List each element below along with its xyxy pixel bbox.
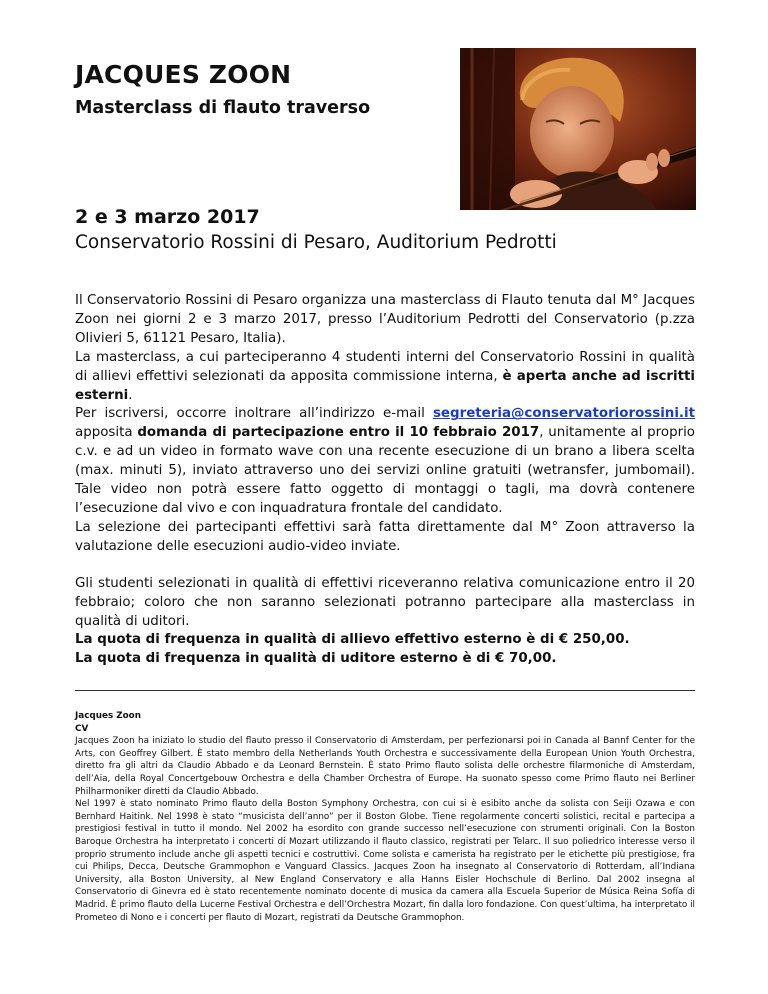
photo-flutist-icon (460, 48, 696, 210)
intro-p3-deadline: domanda di partecipazione entro il 10 febbraio 2017 (137, 425, 540, 441)
photo-illustration (460, 48, 696, 210)
page-subtitle: Masterclass di flauto traverso (75, 98, 371, 118)
section-divider (75, 690, 695, 691)
intro-p2-end: . (128, 387, 133, 403)
event-dates: 2 e 3 marzo 2017 (75, 206, 260, 228)
intro-p3-text-a: Per iscriversi, occorre inoltrare all’indirizzo e-mail (75, 406, 433, 422)
paragraph-gap (75, 557, 695, 575)
intro-p2-text: La masterclass, a cui parteciperanno 4 studenti interni del Conservatorio Rossini in qualità di allievi effettivi selezionati da apposita commissione interna, (75, 349, 695, 384)
cv-name: Jacques Zoon (75, 711, 141, 721)
intro-paragraph-3 (75, 405, 695, 518)
intro-paragraph-2 (75, 349, 695, 406)
cv-paragraph-1: Jacques Zoon ha iniziato lo studio del flauto presso il Conservatorio di Amsterdam, per perfezionarsi poi in Canada al Bannf Center for the Arts, con Geoffrey Gilbert. È stato membro della Netherlands Youth Orchestra e successivamente della European Union Youth Orchestra, diretto fra gli altri da Claudio Abbado e da Leonard Bernstein. È stato Primo flauto solista delle orchestre filarmoniche di Amsterdam, dell’Aia, della Royal Concertgebouw Orchestra e della Chamber Orchestra of Europe. Ha suonato spesso come Primo flauto nei Berliner Philharmoniker diretti da Claudio Abbado. (75, 736, 695, 797)
intro-p3-text-b: apposita (75, 425, 138, 441)
cv-section (75, 710, 695, 924)
cv-paragraph-2: Nel 1997 è stato nominato Primo flauto della Boston Symphony Orchestra, con cui si è esibito anche da solista con Seiji Ozawa e con Bernhard Haitink. Nel 1998 è stato “musicista dell’anno” per il Boston Globe. Tiene regolarmente concerti solistici, recital e partecipa a prestigiosi festival in tutto il mondo. Nel 2002 ha esordito con grande successo nell’esecuzione con strumenti originali. Con la Boston Baroque Orchestra ha interpretato i concerti di Mozart utilizzando il flauto classico, registrati per Telarc. Il suo poliedrico interesse verso il proprio strumento include anche gli aspetti tecnici e costruttivi. Come solista e camerista ha registrato per le etichette più prestigiose, fra cui Philips, Decca, Deutsche Grammophon e Vanguard Classics. Jacques Zoon ha insegnato al Conservatorio di Rotterdam, all’Indiana University, alla Boston University, al New England Conservatory e alla Hanns Eisler Hochschule di Berlino. Dal 2002 insegna al Conservatorio di Ginevra ed è stato recentemente nominato docente di musica da camera alla Escuela Superior de Música Reina Sofía di Madrid. È primo flauto della Lucerne Festival Orchestra e dell’Orchestra Mozart, fin dalla loro fondazione. Con quest’ultima, ha interpretato il Prometeo di Nono e i concerti per flauto di Mozart, registrati da Deutsche Grammophon. (75, 799, 695, 923)
event-venue: Conservatorio Rossini di Pesaro, Auditorium Pedrotti (75, 232, 557, 253)
intro-p2-bold: è aperta anche ad iscritti esterni (75, 368, 695, 403)
fee-effective: La quota di frequenza in qualità di allievo effettivo esterno è di € 250,00. (75, 632, 630, 648)
intro-paragraph-1: Il Conservatorio Rossini di Pesaro organizza una masterclass di Flauto tenuta dal M° Jacques Zoon nei giorni 2 e 3 marzo 2017, presso l’Auditorium Pedrotti del Conservatorio (p.zza Olivieri 5, 61121 Pesaro, Italia). (75, 293, 695, 346)
announcement-body (75, 292, 695, 669)
intro-paragraph-5: Gli studenti selezionati in qualità di effettivi riceveranno relativa comunicazione entro il 20 febbraio; coloro che non saranno selezionati potranno partecipare alla masterclass in qualità di uditori. (75, 575, 695, 629)
intro-paragraph-4: La selezione dei partecipanti effettivi sarà fatta direttamente dal M° Zoon attraverso la valutazione delle esecuzioni audio-video inviate. (75, 519, 695, 554)
intro-p3-text-c: , unitamente al proprio c.v. e ad un video in formato wave con una recente esecuzione di un brano a libera scelta (max. minuti 5), inviato attraverso uno dei servizi online gratuiti (wetransfer, jumbomail). Tale video non potrà essere fatto oggetto di montaggi o tagli, ma dovrà contenere l’esecuzione dal vivo e con inquadratura frontale del candidato. (75, 425, 695, 516)
fee-auditor: La quota di frequenza in qualità di uditore esterno è di € 70,00. (75, 651, 557, 667)
email-link[interactable]: segreteria@conservatoriorossini.it (432, 406, 695, 422)
cv-label: CV (75, 723, 89, 734)
page-title: JACQUES ZOON (75, 60, 292, 89)
